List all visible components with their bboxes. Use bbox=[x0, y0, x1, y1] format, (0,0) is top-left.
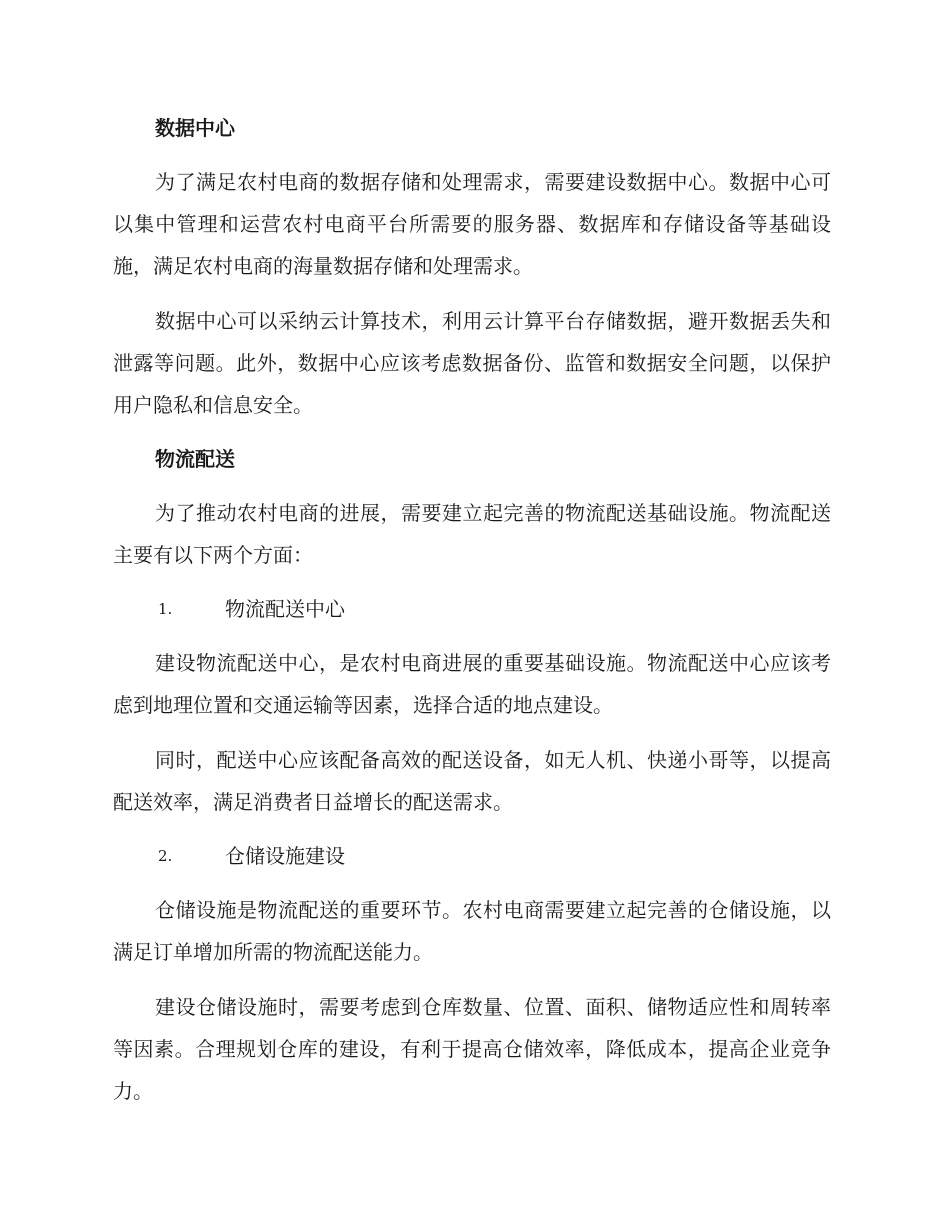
document-page bbox=[113, 108, 831, 1125]
paragraph: 为了满足农村电商的数据存储和处理需求，需要建设数据中心。数据中心可以集中管理和运营农村电商平台所需要的服务器、数据库和存储设备等基础设施，满足农村电商的海量数据存储和处理需求。 bbox=[113, 170, 831, 278]
paragraph: 仓储设施是物流配送的重要环节。农村电商需要建立起完善的仓储设施，以满足订单增加所需的物流配送能力。 bbox=[113, 898, 831, 964]
section-heading-logistics: 物流配送 bbox=[155, 447, 235, 471]
list-item-title: 仓储设施建设 bbox=[225, 844, 345, 868]
list-item-distribution-center bbox=[113, 589, 831, 629]
paragraph: 同时，配送中心应该配备高效的配送设备，如无人机、快递小哥等，以提高配送效率，满足消费者日益增长的配送需求。 bbox=[113, 748, 831, 814]
list-number: 1. bbox=[158, 600, 173, 618]
section-heading-data-center: 数据中心 bbox=[155, 116, 235, 140]
list-item-title: 物流配送中心 bbox=[225, 597, 345, 621]
paragraph: 建设物流配送中心，是农村电商进展的重要基础设施。物流配送中心应该考虑到地理位置和交通运输等因素，选择合适的地点建设。 bbox=[113, 651, 831, 717]
list-item-warehouse bbox=[113, 836, 831, 876]
paragraph: 建设仓储设施时，需要考虑到仓库数量、位置、面积、储物适应性和周转率等因素。合理规划仓库的建设，有利于提高仓储效率，降低成本，提高企业竞争力。 bbox=[113, 995, 831, 1103]
paragraph: 数据中心可以采纳云计算技术，利用云计算平台存储数据，避开数据丢失和泄露等问题。此外，数据中心应该考虑数据备份、监管和数据安全问题，以保护用户隐私和信息安全。 bbox=[113, 309, 831, 417]
list-number: 2. bbox=[158, 847, 173, 865]
paragraph: 为了推动农村电商的进展，需要建立起完善的物流配送基础设施。物流配送主要有以下两个方面： bbox=[113, 501, 831, 567]
